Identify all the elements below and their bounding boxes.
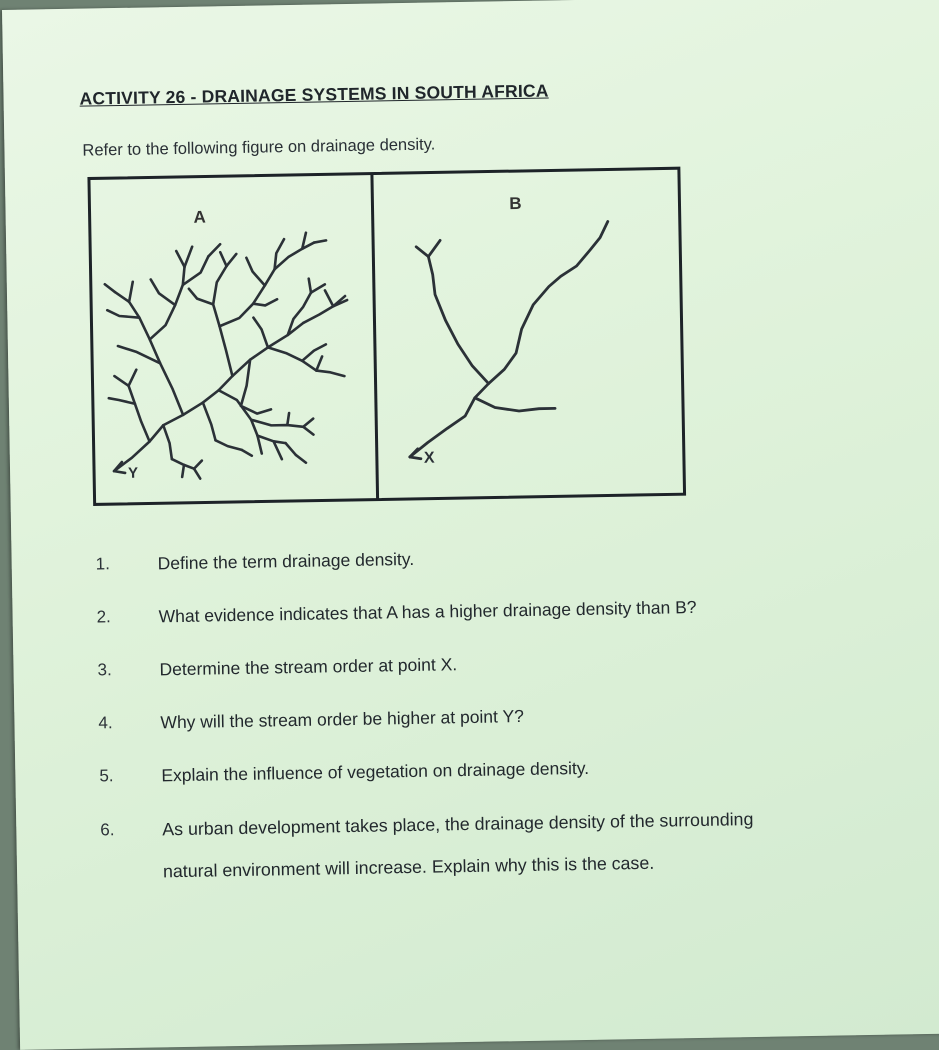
- panel-b-sparse-network: [406, 221, 612, 458]
- question-4-text: Why will the stream order be higher at point Y?: [160, 706, 525, 733]
- drainage-density-figure: [87, 166, 687, 506]
- question-2-text: What evidence indicates that A has a higher drainage density than B?: [158, 596, 697, 627]
- question-6-continuation: natural environment will increase. Explain why this is the case.: [162, 852, 655, 882]
- point-x-label: X: [423, 449, 435, 467]
- question-2-number: 2.: [96, 607, 111, 627]
- panel-b-label: B: [509, 193, 522, 214]
- question-5-text: Explain the influence of vegetation on drainage density.: [161, 757, 590, 786]
- worksheet-page: [2, 0, 939, 1050]
- question-4-number: 4.: [98, 713, 113, 733]
- activity-title: ACTIVITY 26 - DRAINAGE SYSTEMS IN SOUTH AFRICA: [79, 80, 549, 109]
- question-3-text: Determine the stream order at point X.: [159, 654, 458, 680]
- question-6-text: As urban development takes place, the drainage density of the surrounding: [162, 809, 754, 840]
- question-1-number: 1.: [95, 554, 111, 574]
- panel-a-label: A: [193, 207, 206, 227]
- question-5-number: 5.: [99, 766, 114, 786]
- panel-a-dense-network: [104, 232, 350, 480]
- question-6-number: 6.: [100, 820, 115, 840]
- intro-text: Refer to the following figure on drainage density.: [82, 135, 436, 160]
- point-y-label: Y: [127, 464, 139, 482]
- question-1-text: Define the term drainage density.: [157, 548, 415, 574]
- panel-divider: [372, 174, 378, 500]
- figure-frame: [89, 168, 685, 504]
- question-3-number: 3.: [97, 660, 112, 680]
